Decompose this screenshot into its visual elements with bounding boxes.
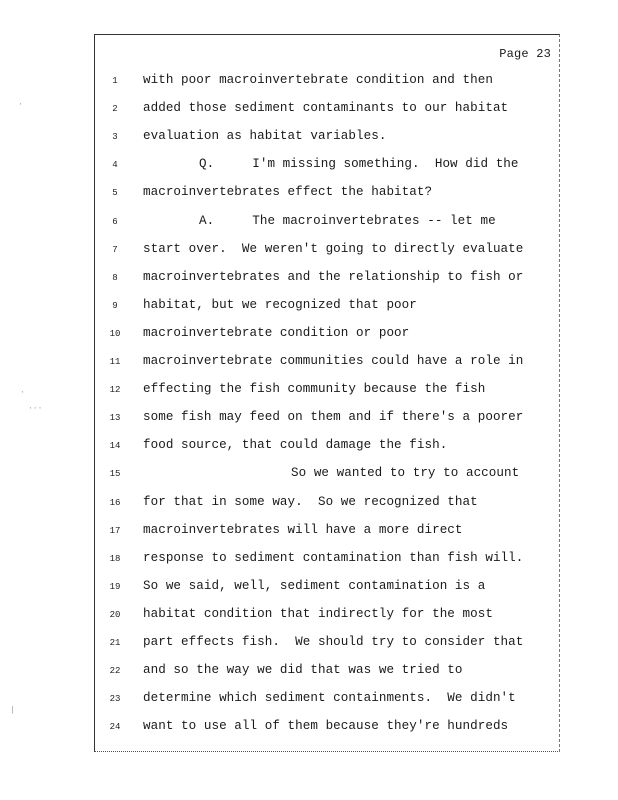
- transcript-line: macroinvertebrates will have a more direct: [143, 522, 463, 537]
- transcript-line: response to sediment contamination than fish will.: [143, 550, 524, 565]
- transcript-page: [94, 34, 560, 752]
- line-number: 7: [112, 244, 118, 255]
- line-number: 6: [112, 216, 118, 227]
- transcript-line: some fish may feed on them and if there's a poorer: [143, 410, 524, 425]
- line-number: 22: [109, 666, 121, 677]
- transcript-line: macroinvertebrates and the relationship to fish or: [143, 269, 524, 284]
- transcript-line: habitat, but we recognized that poor: [143, 297, 417, 312]
- line-number: 4: [112, 160, 118, 171]
- line-number: 10: [109, 328, 121, 339]
- transcript-line: So we said, well, sediment contamination is a: [143, 578, 486, 593]
- line-number: 12: [109, 385, 121, 396]
- transcript-line: effecting the fish community because the fish: [143, 382, 486, 397]
- line-number: 21: [109, 638, 121, 648]
- transcript-line: macroinvertebrates effect the habitat?: [143, 185, 433, 200]
- line-number: 19: [109, 581, 121, 592]
- line-number: 11: [109, 357, 121, 367]
- line-number: 13: [109, 413, 121, 424]
- line-number: 18: [109, 553, 121, 564]
- transcript-line: macroinvertebrate condition or poor: [143, 325, 410, 340]
- transcript-line: So we wanted to try to account: [291, 466, 520, 481]
- line-number: 24: [109, 722, 121, 733]
- line-number: 3: [112, 132, 118, 143]
- line-number: 23: [109, 694, 121, 705]
- transcript-line: food source, that could damage the fish.: [143, 438, 448, 453]
- page-number: Page 23: [499, 47, 551, 61]
- transcript-line: for that in some way. So we recognized that: [143, 494, 478, 509]
- transcript-line: and so the way we did that was we tried to: [143, 663, 463, 678]
- scan-speck: ·: [18, 100, 23, 109]
- line-number: 2: [112, 104, 118, 115]
- line-number: 5: [112, 188, 118, 199]
- transcript-line: habitat condition that indirectly for the most: [143, 606, 493, 621]
- line-number: 16: [109, 497, 121, 508]
- transcript-line: Q. I'm missing something. How did the: [199, 157, 519, 172]
- line-number: 17: [109, 525, 121, 536]
- line-number: 8: [112, 272, 118, 283]
- line-number: 14: [109, 441, 121, 452]
- transcript-line: determine which sediment containments. We didn't: [143, 691, 516, 706]
- scan-speck: |: [10, 706, 15, 715]
- scan-speck: ···: [28, 404, 43, 413]
- transcript-line: want to use all of them because they're hundreds: [143, 719, 509, 734]
- line-number: 20: [109, 609, 121, 620]
- scan-speck: ·: [20, 388, 25, 397]
- transcript-line: start over. We weren't going to directly evaluate: [143, 241, 524, 256]
- transcript-line: macroinvertebrate communities could have a role in: [143, 354, 524, 368]
- line-number: 1: [112, 76, 118, 86]
- transcript-line: with poor macroinvertebrate condition and then: [143, 73, 493, 87]
- transcript-line: added those sediment contaminants to our habitat: [143, 101, 509, 116]
- transcript-line: A. The macroinvertebrates -- let me: [199, 213, 496, 228]
- transcript-line: evaluation as habitat variables.: [143, 129, 387, 144]
- line-number: 9: [112, 300, 118, 311]
- line-number: 15: [109, 469, 121, 480]
- transcript-line: part effects fish. We should try to consider that: [143, 635, 524, 649]
